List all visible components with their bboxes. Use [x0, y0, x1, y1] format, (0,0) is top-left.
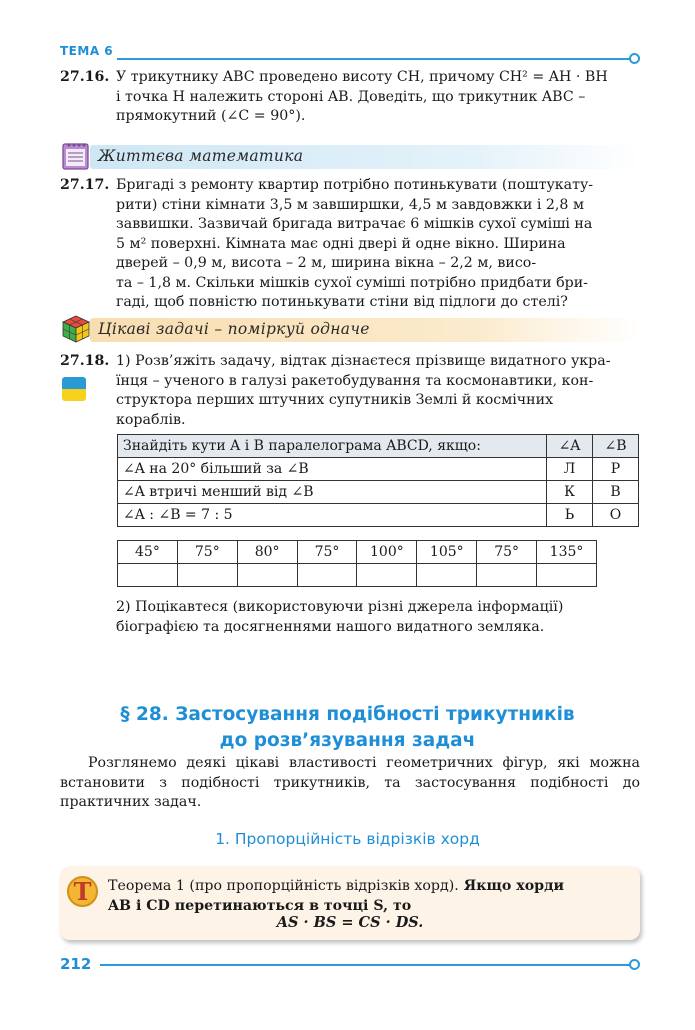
problem-27-18-part2	[60, 598, 640, 637]
problem-number: 27.16.	[60, 69, 110, 85]
problem-line: та – 1,8 м. Скільки мішків сухої суміші потрібно придбати бри-	[116, 274, 588, 291]
table-cell: ∠A на 20° більший за ∠B	[118, 458, 547, 481]
answer-blank	[477, 564, 537, 587]
ukraine-flag-icon	[62, 377, 86, 401]
problem-line: 5 м² поверхні. Кімната має одні двері й одне вікно. Ширина	[116, 235, 566, 252]
problem-text	[116, 598, 640, 637]
problem-line: прямокутний (∠C = 90°).	[116, 108, 306, 124]
topic-label: ТЕМА 6	[60, 44, 114, 58]
theorem-badge-icon	[67, 876, 98, 907]
header-rule	[117, 58, 632, 60]
answer-blank	[297, 564, 357, 587]
answer-blank	[357, 564, 417, 587]
problem-line: заввишки. Зазвичай бригада витрачає 6 мішків сухої суміші на	[116, 216, 593, 232]
problem-number: 27.17.	[60, 177, 110, 193]
theorem-statement	[108, 876, 628, 916]
problem-text	[116, 352, 640, 430]
table-cell: Р	[593, 458, 639, 481]
answer-blank	[417, 564, 477, 587]
problem-number: 27.18.	[60, 353, 110, 369]
problem-line: їнця – ученого в галузі ракетобудування та космонавтики, кон-	[116, 372, 594, 389]
table-row	[118, 458, 639, 481]
table-cell: К	[547, 481, 593, 504]
table-cell: ∠A : ∠B = 7 : 5	[118, 504, 547, 527]
notepad-icon	[60, 141, 92, 171]
puzzle-cube-icon	[60, 314, 92, 344]
footer-rule	[100, 964, 632, 966]
problem-text	[116, 176, 640, 313]
life-math-banner	[60, 141, 640, 171]
problem-line: 1) Розв’яжіть задачу, відтак дізнаєтеся прізвище видатного укра-	[116, 353, 611, 369]
table-cell: Знайдіть кути A і B паралелограма ABCD, якщо:	[118, 435, 547, 458]
answer-blank	[537, 564, 597, 587]
table-cell: ∠B	[593, 435, 639, 458]
answer-value: 75°	[297, 541, 357, 564]
answer-value: 75°	[477, 541, 537, 564]
problem-line: рити) стіни кімнати 3,5 м завширшки, 4,5 м завдовжки і 2,8 м	[116, 196, 584, 213]
theorem-formula: AS · BS = CS · DS.	[276, 914, 424, 931]
problem-text	[116, 68, 640, 127]
table-cell: ∠A втричі менший від ∠B	[118, 481, 547, 504]
answer-value: 75°	[177, 541, 237, 564]
problem-line: гаді, щоб повністю потинькувати стіни від підлоги до стелі?	[116, 294, 568, 310]
table-header-row	[118, 435, 639, 458]
answer-table	[117, 540, 597, 587]
angles-task-table	[117, 434, 639, 527]
table-row	[118, 481, 639, 504]
problem-line: 2) Поцікавтеся (використовуючи різні джерела інформації)	[116, 599, 564, 615]
intro-paragraph: Розглянемо деякі цікаві властивості геометричних фігур, які можна встановити з подібності трикутників, та застосування подібності до практичних задач.	[60, 755, 640, 810]
theorem-line	[108, 876, 628, 896]
answer-value: 45°	[118, 541, 178, 564]
answer-blank	[237, 564, 297, 587]
table-cell: О	[593, 504, 639, 527]
table-cell: ∠A	[547, 435, 593, 458]
theorem-condition-start: Якщо хорди	[458, 878, 565, 894]
header-rule-dot	[629, 53, 640, 64]
answer-value: 105°	[417, 541, 477, 564]
banner-title: Життєва математика	[98, 147, 304, 165]
problem-line: дверей – 0,9 м, висота – 2 м, ширина вікна – 2,2 м, висо-	[116, 255, 537, 271]
problem-line: Бригаді з ремонту квартир потрібно потинькувати (поштукату-	[116, 177, 594, 193]
section-title-line: § 28. Застосування подібності трикутників	[120, 704, 575, 725]
answer-blank	[118, 564, 178, 587]
interesting-problems-banner	[60, 314, 640, 344]
page-number: 212	[60, 955, 92, 973]
answer-values-row	[118, 541, 597, 564]
subsection-title: 1. Пропорційність відрізків хорд	[215, 830, 480, 848]
section-title	[0, 702, 695, 754]
answer-blank	[177, 564, 237, 587]
table-row	[118, 504, 639, 527]
table-cell: Ь	[547, 504, 593, 527]
theorem-line: AB і CD перетинаються в точці S, то	[108, 898, 412, 914]
table-cell: Л	[547, 458, 593, 481]
footer-rule-dot	[629, 959, 640, 970]
section-title-line: до розв’язування задач	[219, 730, 476, 751]
answer-value: 100°	[357, 541, 417, 564]
problem-line: і точка H належить стороні AB. Доведіть, що трикутник ABC –	[116, 88, 586, 105]
problem-27-16	[60, 68, 640, 127]
problem-27-17	[60, 176, 640, 313]
problem-27-18	[60, 352, 640, 430]
problem-line: структора перших штучних супутників Землі й космічних	[116, 392, 554, 408]
problem-line: У трикутнику ABC проведено висоту CH, причому CH² = AH · BH	[116, 69, 608, 85]
theorem-box	[60, 866, 640, 940]
banner-title: Цікаві задачі – поміркуй одначе	[98, 320, 370, 338]
answer-value: 80°	[237, 541, 297, 564]
table-cell: В	[593, 481, 639, 504]
answer-value: 135°	[537, 541, 597, 564]
problem-line: біографією та досягненнями нашого видатного земляка.	[116, 618, 545, 635]
problem-line: кораблів.	[116, 411, 186, 428]
answer-blank-row	[118, 564, 597, 587]
theorem-badge-letter: T	[73, 877, 92, 906]
theorem-title: Теорема 1 (про пропорційність відрізків хорд).	[108, 878, 459, 894]
